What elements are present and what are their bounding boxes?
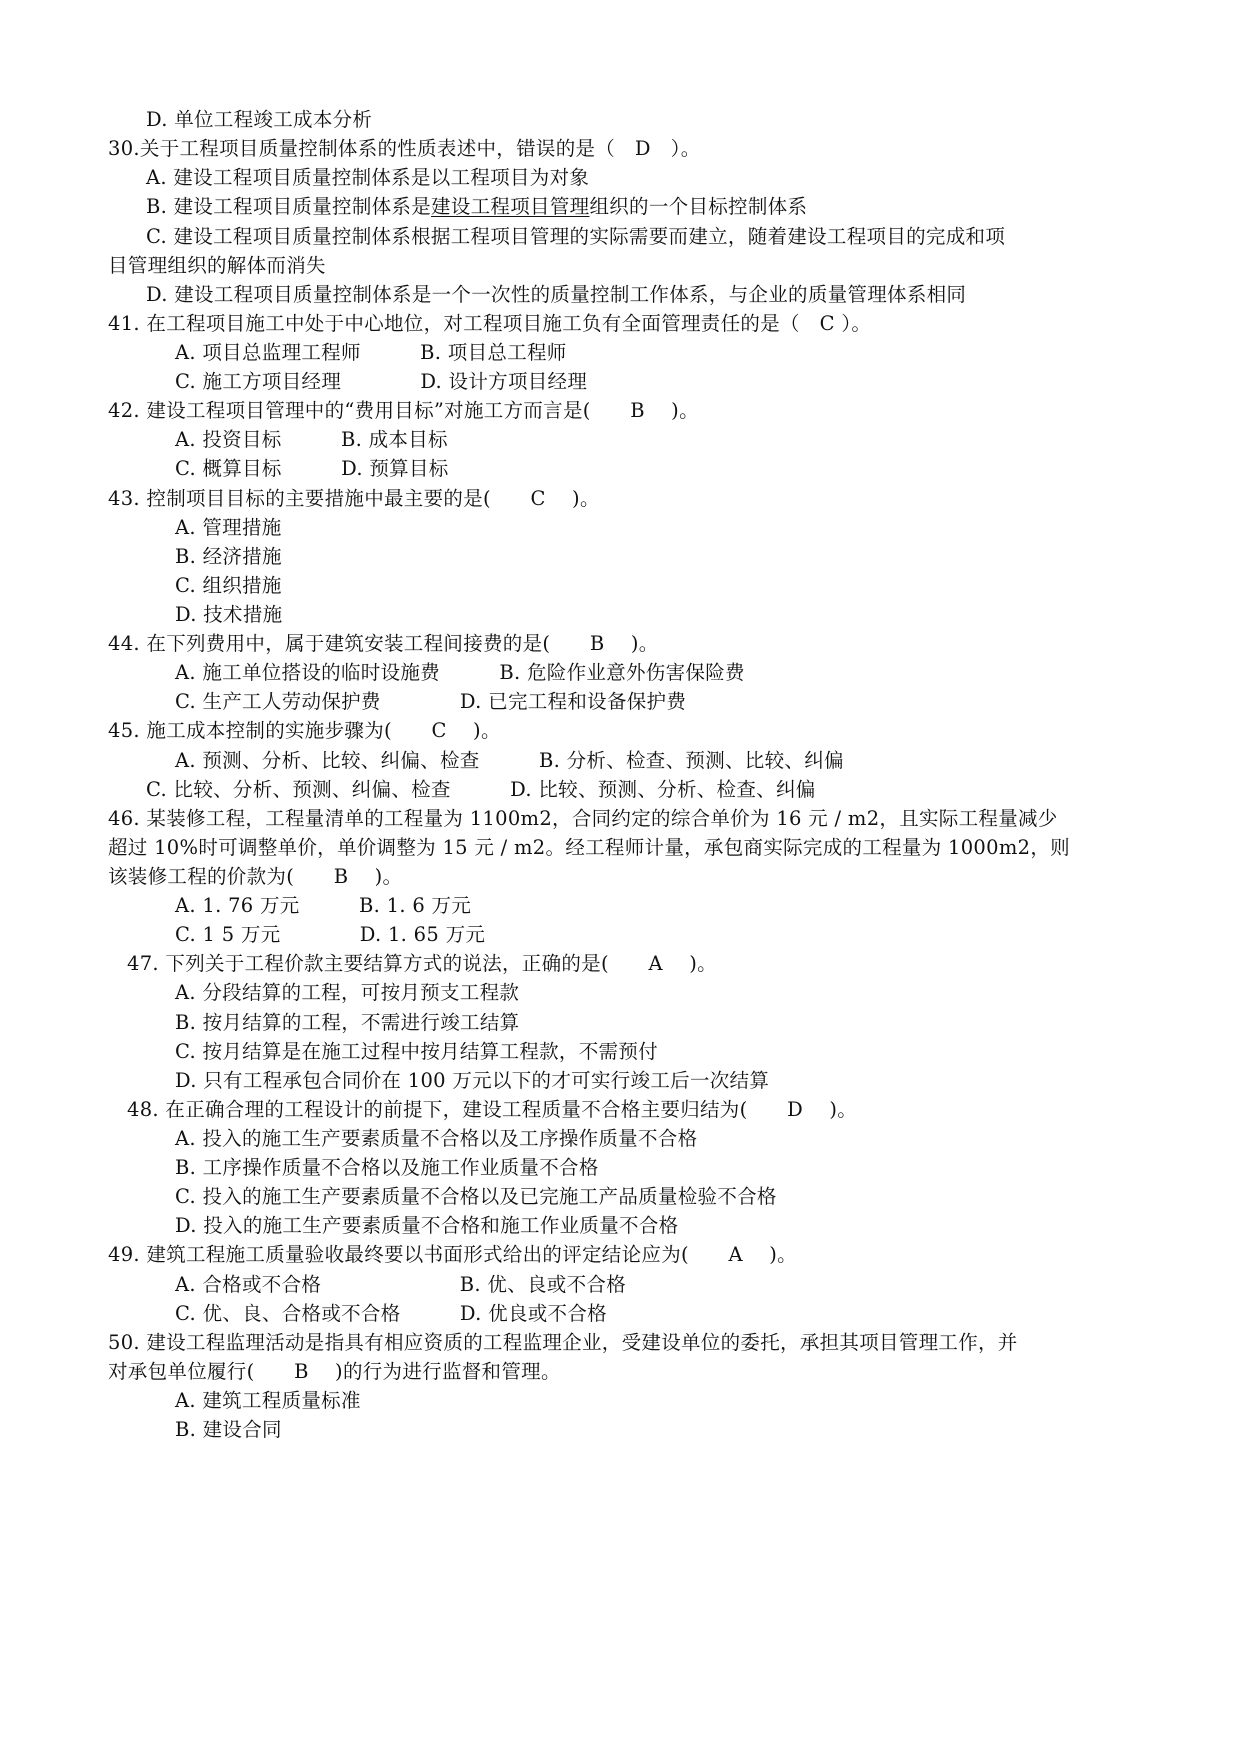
option-line: A. 施工单位搭设的临时设施费 B. 危险作业意外伤害保险费 xyxy=(175,661,745,684)
option-line: D. 只有工程承包合同价在 100 万元以下的才可实行竣工后一次结算 xyxy=(175,1069,770,1092)
question-line: 47. 下列关于工程价款主要结算方式的说法，正确的是( A )。 xyxy=(127,952,717,975)
option-line: A. 1. 76 万元 B. 1. 6 万元 xyxy=(175,894,472,917)
option-line-continuation: 目管理组织的解体而消失 xyxy=(108,254,326,277)
option-line: B. 建设合同 xyxy=(175,1418,282,1441)
option-line: C. 组织措施 xyxy=(175,574,282,597)
question-line: 50. 建设工程监理活动是指具有相应资质的工程监理企业，受建设单位的委托，承担其项目管理工作，并 xyxy=(108,1331,1018,1354)
text-segment: 组织的一个目标控制体系 xyxy=(589,195,808,218)
option-line: A. 投入的施工生产要素质量不合格以及工序操作质量不合格 xyxy=(175,1127,698,1150)
option-line xyxy=(146,195,807,219)
option-line: B. 经济措施 xyxy=(175,545,282,568)
question-line-continuation: 该装修工程的价款为( B )。 xyxy=(108,865,403,888)
underlined-text: 建设工程项目管理 xyxy=(431,195,590,218)
question-line: 45. 施工成本控制的实施步骤为( C )。 xyxy=(108,719,501,742)
option-line: D. 投入的施工生产要素质量不合格和施工作业质量不合格 xyxy=(175,1214,679,1237)
option-line: A. 合格或不合格 B. 优、良或不合格 xyxy=(175,1273,627,1296)
option-line: C. 比较、分析、预测、纠偏、检查 D. 比较、预测、分析、检查、纠偏 xyxy=(146,778,816,801)
option-line: A. 分段结算的工程，可按月预支工程款 xyxy=(175,981,520,1004)
option-line: C. 施工方项目经理 D. 设计方项目经理 xyxy=(175,370,588,393)
option-line: B. 按月结算的工程，不需进行竣工结算 xyxy=(175,1011,520,1034)
question-line: 46. 某装修工程，工程量清单的工程量为 1100m2，合同约定的综合单价为 16 元 / m2，且实际工程量减少 xyxy=(108,807,1058,830)
option-line: A. 预测、分析、比较、纠偏、检查 B. 分析、检查、预测、比较、纠偏 xyxy=(175,749,844,772)
question-line-continuation: 超过 10%时可调整单价，单价调整为 15 元 / m2。经工程师计量，承包商实际完成的工程量为 1000m2，则 xyxy=(108,836,1070,859)
option-line: A. 投资目标 B. 成本目标 xyxy=(175,428,448,451)
option-line: A. 建设工程项目质量控制体系是以工程项目为对象 xyxy=(146,166,590,189)
option-line: A. 管理措施 xyxy=(175,516,282,539)
option-line: B. 工序操作质量不合格以及施工作业质量不合格 xyxy=(175,1156,599,1179)
question-line: 44. 在下列费用中，属于建筑安装工程间接费的是( B )。 xyxy=(108,632,659,655)
question-line: 48. 在正确合理的工程设计的前提下，建设工程质量不合格主要归结为( D )。 xyxy=(127,1098,858,1121)
option-line: C. 优、良、合格或不合格 D. 优良或不合格 xyxy=(175,1302,607,1325)
question-line: 49. 建筑工程施工质量验收最终要以书面形式给出的评定结论应为( A )。 xyxy=(108,1243,797,1266)
question-line: 42. 建设工程项目管理中的“费用目标”对施工方而言是( B )。 xyxy=(108,399,699,422)
option-line: A. 建筑工程质量标准 xyxy=(175,1389,361,1412)
text-line: D. 单位工程竣工成本分析 xyxy=(146,108,373,131)
option-line: C. 1 5 万元 D. 1. 65 万元 xyxy=(175,923,486,946)
option-line: D. 技术措施 xyxy=(175,603,283,626)
option-line: D. 建设工程项目质量控制体系是一个一次性的质量控制工作体系，与企业的质量管理体系相同 xyxy=(146,283,967,306)
question-line: 41. 在工程项目施工中处于中心地位，对工程项目施工负有全面管理责任的是（ C ）。 xyxy=(108,312,872,335)
text-segment: B. 建设工程项目质量控制体系是 xyxy=(146,195,432,218)
option-line: A. 项目总监理工程师 B. 项目总工程师 xyxy=(175,341,567,364)
option-line: C. 建设工程项目质量控制体系根据工程项目管理的实际需要而建立，随着建设工程项目的完成和项 xyxy=(146,225,1006,248)
option-line: C. 投入的施工生产要素质量不合格以及已完施工产品质量检验不合格 xyxy=(175,1185,777,1208)
option-line: C. 概算目标 D. 预算目标 xyxy=(175,457,449,480)
question-line-continuation: 对承包单位履行( B )的行为进行监督和管理。 xyxy=(108,1360,561,1383)
option-line: C. 按月结算是在施工过程中按月结算工程款，不需预付 xyxy=(175,1040,658,1063)
question-line: 43. 控制项目目标的主要措施中最主要的是( C )。 xyxy=(108,487,600,510)
option-line: C. 生产工人劳动保护费 D. 已完工程和设备保护费 xyxy=(175,690,687,713)
question-line: 30.关于工程项目质量控制体系的性质表述中，错误的是（ D ）。 xyxy=(108,137,701,160)
